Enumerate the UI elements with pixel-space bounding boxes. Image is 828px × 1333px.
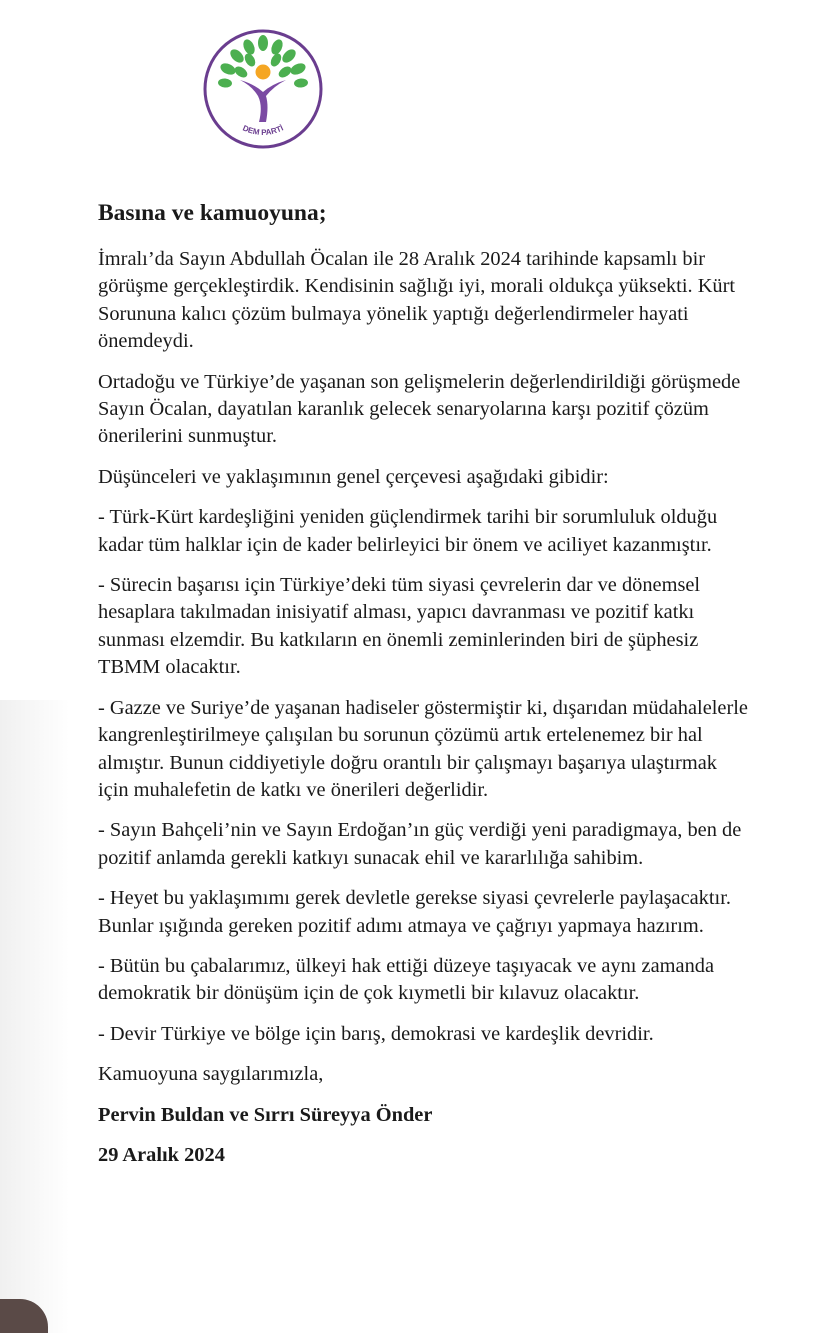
- paragraph: Ortadoğu ve Türkiye’de yaşanan son gelişmelerin değerlendirildiği görüşmede Sayın Öcalan, dayatılan karanlık gelecek senaryolarına karşı pozitif çözüm önerilerini sunmuştur.: [98, 370, 741, 448]
- paragraph: - Heyet bu yaklaşımımı gerek devletle gerekse siyasi çevrelerle paylaşacaktır. Bunlar ışığında gereken pozitif adımı atmaya ve çağrıyı yapmaya hazırım.: [98, 887, 731, 937]
- dem-parti-logo: [200, 26, 326, 152]
- paragraph: - Türk-Kürt kardeşliğini yeniden güçlendirmek tarihi bir sorumluluk olduğu kadar tüm halklar için de kader belirleyici bir önem ve aciliyet kazanmıştır.: [98, 506, 718, 556]
- paragraph: Düşünceleri ve yaklaşımının genel çerçevesi aşağıdaki gibidir:: [98, 465, 609, 488]
- paragraph: - Gazze ve Suriye’de yaşanan hadiseler göstermiştir ki, dışarıdan müdahalelerle kangrenleştirilmeye çalışılan bu sorunun çözümü artık ertelenemez bir hal almıştır. Bunun ciddiyetiyle doğru orantılı bir çalışmayı başarıya ulaştırmak için muhalefetin de katkı ve önerileri değerlidir.: [98, 696, 748, 801]
- paragraph: İmralı’da Sayın Abdullah Öcalan ile 28 Aralık 2024 tarihinde kapsamlı bir görüşme gerçekleştirdik. Kendisinin sağlığı iyi, morali oldukça yüksekti. Kürt Sorununa kalıcı çözüm bulmaya yönelik yaptığı değerlendirmeler hayati önemdeydi.: [98, 248, 736, 353]
- paragraph: - Bütün bu çabalarımız, ülkeyi hak ettiği düzeye taşıyacak ve aynı zamanda demokratik bir dönüşüm için de çok kıymetli bir kılavuz olacaktır.: [98, 954, 715, 1005]
- statement-heading: Basına ve kamuoyuna;: [98, 200, 327, 226]
- paragraph: - Sayın Bahçeli’nin ve Sayın Erdoğan’ın güç verdiği yeni paradigmaya, ben de pozitif anlamda gerekli katkıyı sunacak ehil ve kararlılığa sahibim.: [98, 819, 742, 869]
- logo-sun: [256, 65, 271, 80]
- statement-date: 29 Aralık 2024: [98, 1143, 225, 1166]
- paragraph: - Devir Türkiye ve bölge için barış, demokrasi ve kardeşlik devridir.: [98, 1022, 654, 1045]
- page-corner: [0, 1299, 48, 1333]
- statement-body: [98, 198, 748, 1169]
- closing-line: Kamuoyuna saygılarımızla,: [98, 1063, 324, 1086]
- paragraph: - Sürecin başarısı için Türkiye’deki tüm siyasi çevrelerin dar ve dönemsel hesaplara takılmadan inisiyatif alması, yapıcı davranması ve pozitif katkı sunması elzemdir. Bu katkıların en önemli zeminlerinden biri de şüphesiz TBMM olacaktır.: [98, 574, 701, 679]
- signature: Pervin Buldan ve Sırrı Süreyya Önder: [98, 1103, 433, 1126]
- logo-text: DEM PARTİ: [241, 123, 285, 138]
- page-shadow: [0, 700, 70, 1333]
